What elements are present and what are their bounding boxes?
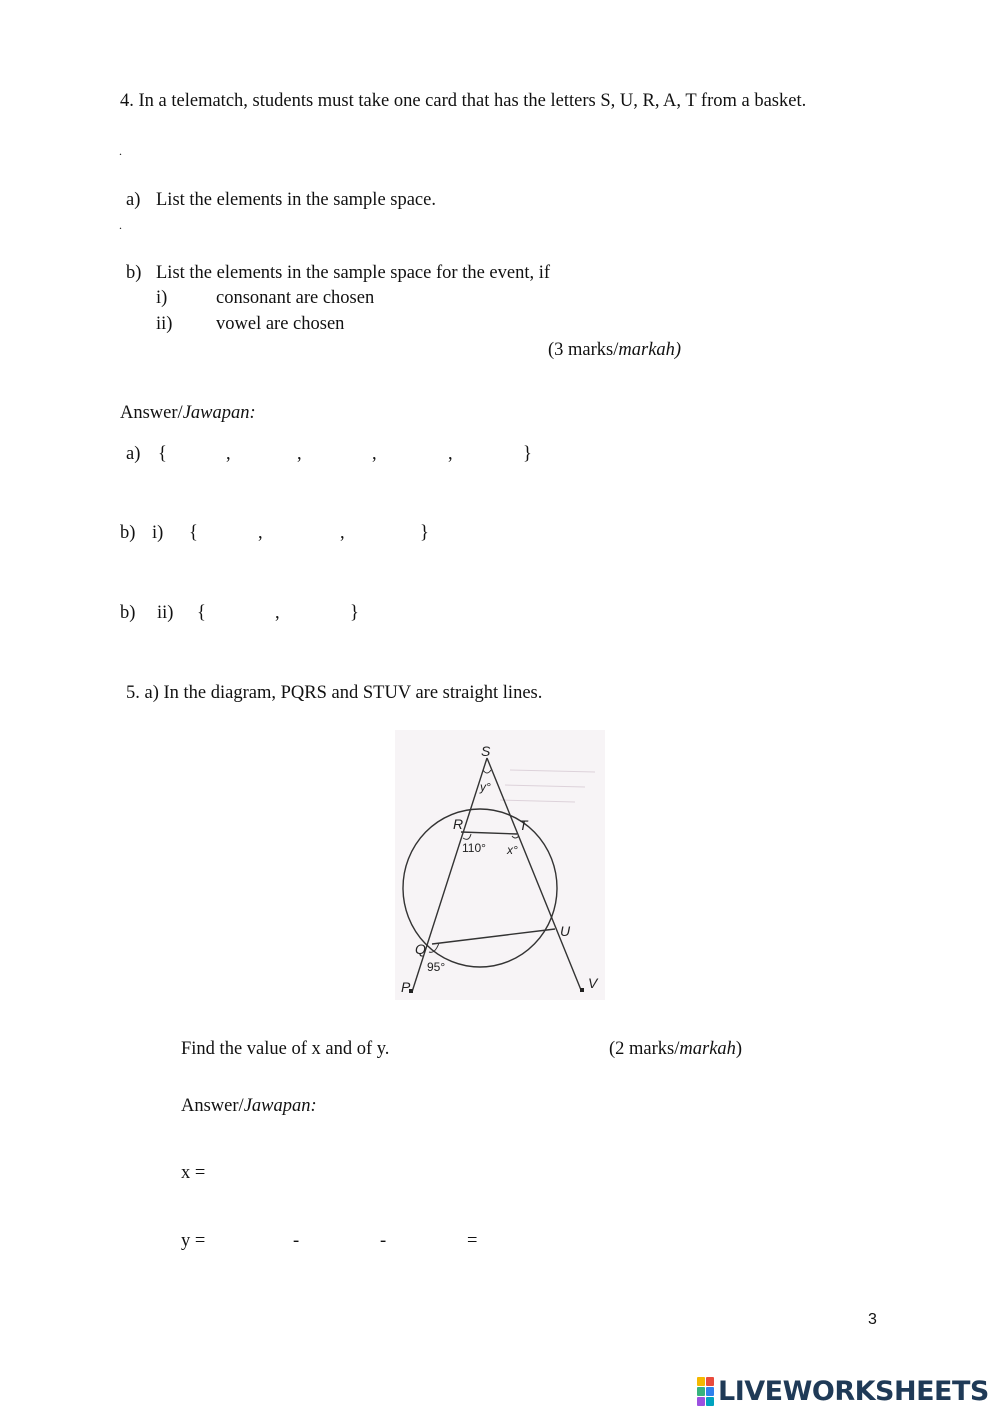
q4-ans-bii-close-brace: } bbox=[350, 603, 359, 623]
page-number: 3 bbox=[868, 1311, 877, 1328]
point-v bbox=[580, 988, 584, 992]
q5-x-line: x = bbox=[181, 1163, 206, 1183]
label-q: Q bbox=[415, 941, 426, 957]
q4-answer-italic: Jawapan: bbox=[182, 403, 256, 423]
background-marks bbox=[500, 770, 595, 802]
q5-marks bbox=[609, 1038, 742, 1060]
q5-y-line: y = bbox=[181, 1231, 206, 1251]
q4-dot-1: . bbox=[119, 144, 122, 158]
q5-y-minus-2: - bbox=[380, 1231, 387, 1251]
q4-part-b-label: b) bbox=[126, 263, 142, 283]
label-x: x° bbox=[507, 843, 518, 857]
q4-ans-a-comma-4: , bbox=[448, 444, 453, 464]
label-r: R bbox=[453, 816, 464, 832]
q4-sub-ii-label: ii) bbox=[156, 314, 173, 334]
q5-marks-prefix: (2 marks/ bbox=[609, 1039, 680, 1059]
q4-ans-bi-comma-2: , bbox=[340, 523, 345, 543]
q4-ans-bii-comma: , bbox=[275, 603, 280, 623]
q4-part-b-text: List the elements in the sample space for the event, if bbox=[156, 263, 551, 283]
logo-tile-1 bbox=[697, 1377, 705, 1386]
q4-ans-bi-open-brace: { bbox=[189, 523, 198, 543]
label-v: V bbox=[588, 975, 598, 991]
logo-tile-6 bbox=[706, 1397, 714, 1406]
label-s: S bbox=[481, 743, 491, 759]
q4-sub-i-label: i) bbox=[156, 288, 168, 308]
q4-marks-prefix: (3 marks/ bbox=[548, 340, 619, 360]
diagram-svg bbox=[395, 730, 605, 1000]
circle-diagram bbox=[395, 730, 605, 1000]
q4-ans-bi-close-brace: } bbox=[420, 523, 429, 543]
q4-answer-prefix: Answer/ bbox=[120, 403, 183, 423]
label-u: U bbox=[560, 923, 571, 939]
label-p: P bbox=[401, 979, 411, 995]
q5-answer-label bbox=[181, 1095, 317, 1117]
q4-ans-a-comma-1: , bbox=[226, 444, 231, 464]
q4-ans-a-close-brace: } bbox=[523, 444, 532, 464]
liveworksheets-logo[interactable] bbox=[697, 1376, 989, 1406]
q4-answer-label bbox=[120, 402, 256, 424]
q4-ans-a-label: a) bbox=[126, 444, 141, 464]
arc-110 bbox=[463, 834, 471, 839]
q5-answer-italic: Jawapan: bbox=[243, 1096, 317, 1116]
q5-y-equals: = bbox=[467, 1231, 478, 1251]
q4-part-a-text: List the elements in the sample space. bbox=[156, 190, 436, 210]
label-95: 95° bbox=[427, 960, 446, 974]
q4-ans-a-comma-3: , bbox=[372, 444, 377, 464]
q4-ans-bii-sub: ii) bbox=[157, 603, 174, 623]
arc-y bbox=[483, 770, 491, 773]
q4-ans-bi-sub: i) bbox=[152, 523, 164, 543]
q5-answer-prefix: Answer/ bbox=[181, 1096, 244, 1116]
q4-ans-a-comma-2: , bbox=[297, 444, 302, 464]
q4-ans-bi-comma-1: , bbox=[258, 523, 263, 543]
q4-sub-ii-text: vowel are chosen bbox=[216, 314, 345, 334]
q5-y-minus-1: - bbox=[293, 1231, 300, 1251]
label-110: 110° bbox=[462, 841, 486, 855]
q4-dot-2: . bbox=[119, 218, 122, 232]
chord-rt bbox=[461, 832, 517, 834]
liveworksheets-wordmark: LIVEWORKSHEETS bbox=[718, 1375, 989, 1407]
q4-ans-bii-open-brace: { bbox=[197, 603, 206, 623]
logo-tile-4 bbox=[706, 1387, 714, 1396]
q4-marks-italic: markah) bbox=[618, 340, 682, 360]
q5-marks-suffix: ) bbox=[735, 1039, 743, 1059]
line-stuv bbox=[487, 758, 581, 990]
q4-marks bbox=[548, 339, 681, 361]
liveworksheets-icon bbox=[697, 1377, 714, 1406]
q4-ans-a-open-brace: { bbox=[158, 444, 167, 464]
logo-tile-3 bbox=[697, 1387, 705, 1396]
label-y: y° bbox=[480, 780, 491, 794]
q4-ans-bii-label: b) bbox=[120, 603, 136, 623]
arc-x bbox=[512, 836, 519, 838]
q4-ans-bi-label: b) bbox=[120, 523, 136, 543]
q4-sub-i-text: consonant are chosen bbox=[216, 288, 375, 308]
label-t: T bbox=[519, 817, 528, 833]
logo-tile-5 bbox=[697, 1397, 705, 1406]
q4-part-a-label: a) bbox=[126, 190, 141, 210]
q5-statement: 5. a) In the diagram, PQRS and STUV are straight lines. bbox=[126, 683, 543, 703]
q5-find-text: Find the value of x and of y. bbox=[181, 1039, 390, 1059]
q4-statement: 4. In a telematch, students must take one card that has the letters S, U, R, A, T from a basket. bbox=[120, 91, 807, 111]
logo-tile-2 bbox=[706, 1377, 714, 1386]
q5-marks-italic: markah bbox=[679, 1039, 736, 1059]
